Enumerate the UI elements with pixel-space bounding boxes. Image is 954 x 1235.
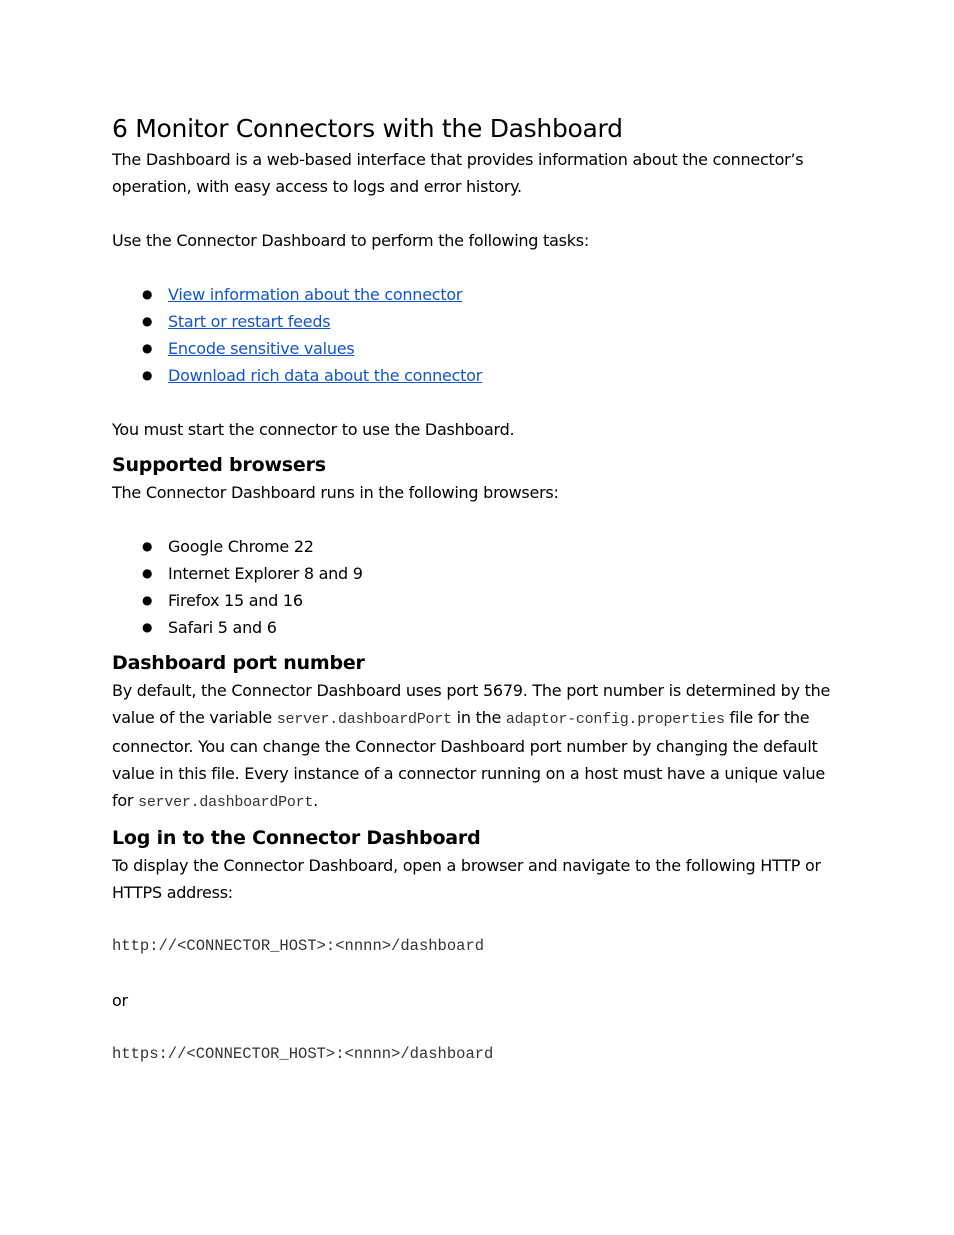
list-item [112,308,842,335]
start-connector-note: You must start the connector to use the Dashboard. [112,420,515,439]
port-text-3: file for the connector. You can change the Connector Dashboard port number by changing the default value in this file. Every instance of a connector running on a host must have a unique value for [112,708,826,810]
intro-paragraph: The Dashboard is a web-based interface that provides information about the connector’s operation, with easy access to logs and error history. [112,150,804,196]
task-link-encode-values[interactable]: Encode sensitive values [168,339,355,358]
list-item [112,281,842,308]
login-paragraph: To display the Connector Dashboard, open a browser and navigate to the following HTTP or HTTPS address: [112,856,821,902]
tasks-intro: Use the Connector Dashboard to perform the following tasks: [112,231,589,250]
port-text-4: . [313,791,318,810]
list-item [112,587,842,614]
code-dashboard-port: server.dashboardPort [276,711,452,728]
or-text: or [112,991,128,1010]
bullet-icon: ● [142,341,153,355]
https-url: https://<CONNECTOR_HOST>:<nnnn>/dashboard [112,1045,494,1063]
http-url: http://<CONNECTOR_HOST>:<nnnn>/dashboard [112,937,485,955]
login-heading: Log in to the Connector Dashboard [112,827,481,849]
bullet-icon: ● [142,539,153,553]
document-page [112,112,842,1068]
bullet-icon: ● [142,593,153,607]
bullet-icon: ● [142,314,153,328]
port-text-2: in the [451,708,506,727]
supported-browsers-heading: Supported browsers [112,454,326,476]
page-title: 6 Monitor Connectors with the Dashboard [112,114,623,143]
browser-firefox: Firefox 15 and 16 [168,591,303,610]
browser-safari: Safari 5 and 6 [168,618,277,637]
task-link-start-feeds[interactable]: Start or restart feeds [168,312,331,331]
browsers-list [112,533,842,641]
code-config-file: adaptor-config.properties [505,711,725,728]
port-paragraph [112,677,842,816]
port-text-1: By default, the Connector Dashboard uses port 5679. The port number is determined by the value of the variable [112,681,831,727]
list-item [112,362,842,389]
bullet-icon: ● [142,566,153,580]
code-dashboard-port-2: server.dashboardPort [138,794,314,811]
bullet-icon: ● [142,287,153,301]
bullet-icon: ● [142,368,153,382]
list-item [112,335,842,362]
task-link-download-data[interactable]: Download rich data about the connector [168,366,483,385]
browser-chrome: Google Chrome 22 [168,537,314,556]
list-item [112,614,842,641]
task-link-view-info[interactable]: View information about the connector [168,285,463,304]
list-item [112,533,842,560]
list-item [112,560,842,587]
port-number-heading: Dashboard port number [112,652,365,674]
browser-ie: Internet Explorer 8 and 9 [168,564,363,583]
bullet-icon: ● [142,620,153,634]
tasks-list [112,281,842,389]
browsers-intro: The Connector Dashboard runs in the following browsers: [112,483,559,502]
